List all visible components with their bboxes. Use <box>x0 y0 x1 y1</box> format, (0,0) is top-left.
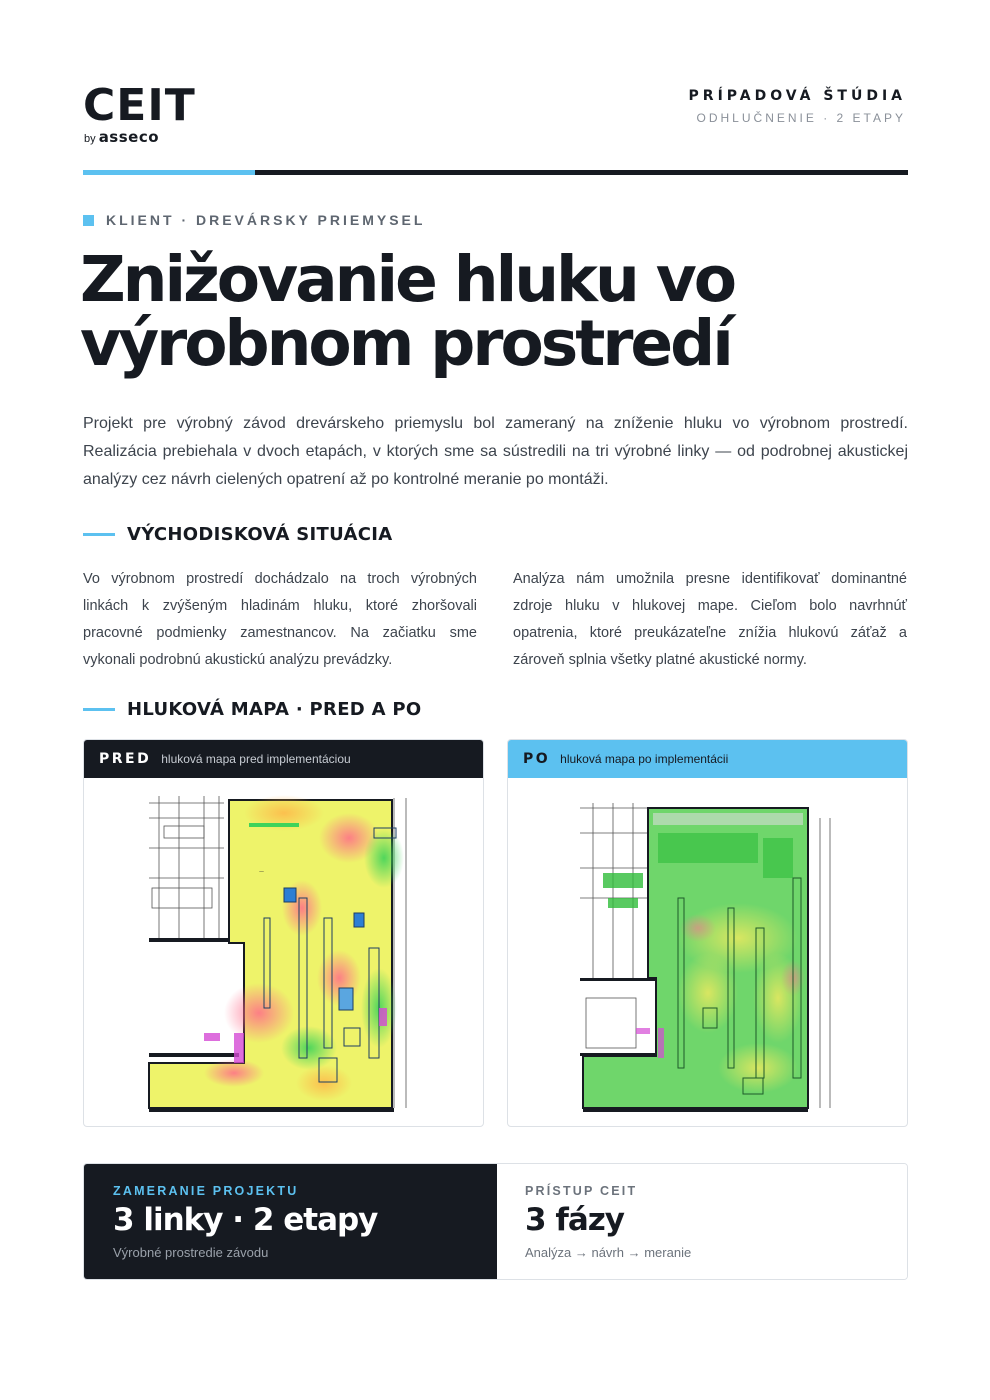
section-dash <box>83 708 115 711</box>
summary-focus-value: 3 linky · 2 etapy <box>113 1202 378 1238</box>
panel-tag: PRED <box>99 751 152 767</box>
summary-approach-kicker: PRÍSTUP CEIT <box>525 1184 638 1198</box>
noise-map-after-image <box>508 778 908 1127</box>
summary-focus-sub: Výrobné prostredie závodu <box>113 1245 269 1260</box>
title-line-1: Znižovanie hluku vo <box>80 243 735 316</box>
situation-column-right: Analýza nám umožnila presne identifikovať dominantné zdroje hluku v hlukovej mape. Cieľom bolo navrhnúť opatrenia, ktoré preukázateľne znížia hlukovú záťaž a zároveň splnia všetky platné akustické normy. <box>513 571 907 668</box>
lead-paragraph: Projekt pre výrobný závod drevárskeho priemyslu bol zameraný na zníženie hluku vo výrobnom prostredí. Realizácia prebiehala v dvoch etapách, v ktorých sme sa sústredili na tri výrobné linky — od podrobnej akustickej analýzy cez návrh cielených opatrení až po kontrolné meranie po montáži. <box>83 415 908 488</box>
logo-by-text: by <box>84 133 96 145</box>
logo-byline <box>84 128 159 146</box>
section-title: VÝCHODISKOVÁ SITUÁCIA <box>127 524 393 545</box>
kicker-text: KLIENT · DREVÁRSKY PRIEMYSEL <box>106 212 426 228</box>
ceit-logo <box>83 80 223 146</box>
noise-map-before-panel <box>83 739 484 1127</box>
summary-approach <box>497 1164 907 1279</box>
summary-approach-sub: Analýza → návrh → meranie <box>525 1245 692 1260</box>
summary-focus <box>84 1164 497 1279</box>
header-divider-accent <box>83 170 255 175</box>
panel-header <box>84 740 483 778</box>
panel-header <box>508 740 907 778</box>
panel-caption: hluková mapa po implementácii <box>560 752 729 766</box>
panel-caption: hluková mapa pred implementáciou <box>161 752 351 766</box>
project-summary <box>83 1163 908 1280</box>
document-type-header <box>689 88 906 125</box>
section-heading-situation <box>83 524 392 545</box>
title-line-2: výrobnom prostredí <box>80 307 731 380</box>
summary-focus-kicker: ZAMERANIE PROJEKTU <box>113 1184 299 1198</box>
section-heading-noise-map <box>83 699 422 720</box>
section-dash <box>83 533 115 536</box>
situation-column-left: Vo výrobnom prostredí dochádzalo na troch výrobných linkách k zvýšeným hladinám hluku, ktoré zhoršovali pracovné podmienky zamestnancov. Na začiatku sme vykonali podrobnú akustickú analýzu prevádzky. <box>83 571 477 668</box>
document-subtype: ODHLUČNENIE · 2 ETAPY <box>696 111 906 125</box>
noise-map-before-image <box>84 778 484 1127</box>
noise-map-after-panel <box>507 739 908 1127</box>
panel-tag: PO <box>523 751 551 767</box>
svg-text:—: — <box>259 869 264 875</box>
section-title: HLUKOVÁ MAPA · PRED A PO <box>127 699 422 720</box>
client-kicker <box>83 212 425 228</box>
page-title <box>80 243 900 380</box>
logo-parent-brand: asseco <box>98 128 160 146</box>
document-type: PRÍPADOVÁ ŠTÚDIA <box>688 88 906 104</box>
logo-wordmark: CEIT <box>83 80 196 131</box>
kicker-square-icon <box>83 215 94 226</box>
summary-approach-value: 3 fázy <box>525 1202 625 1238</box>
